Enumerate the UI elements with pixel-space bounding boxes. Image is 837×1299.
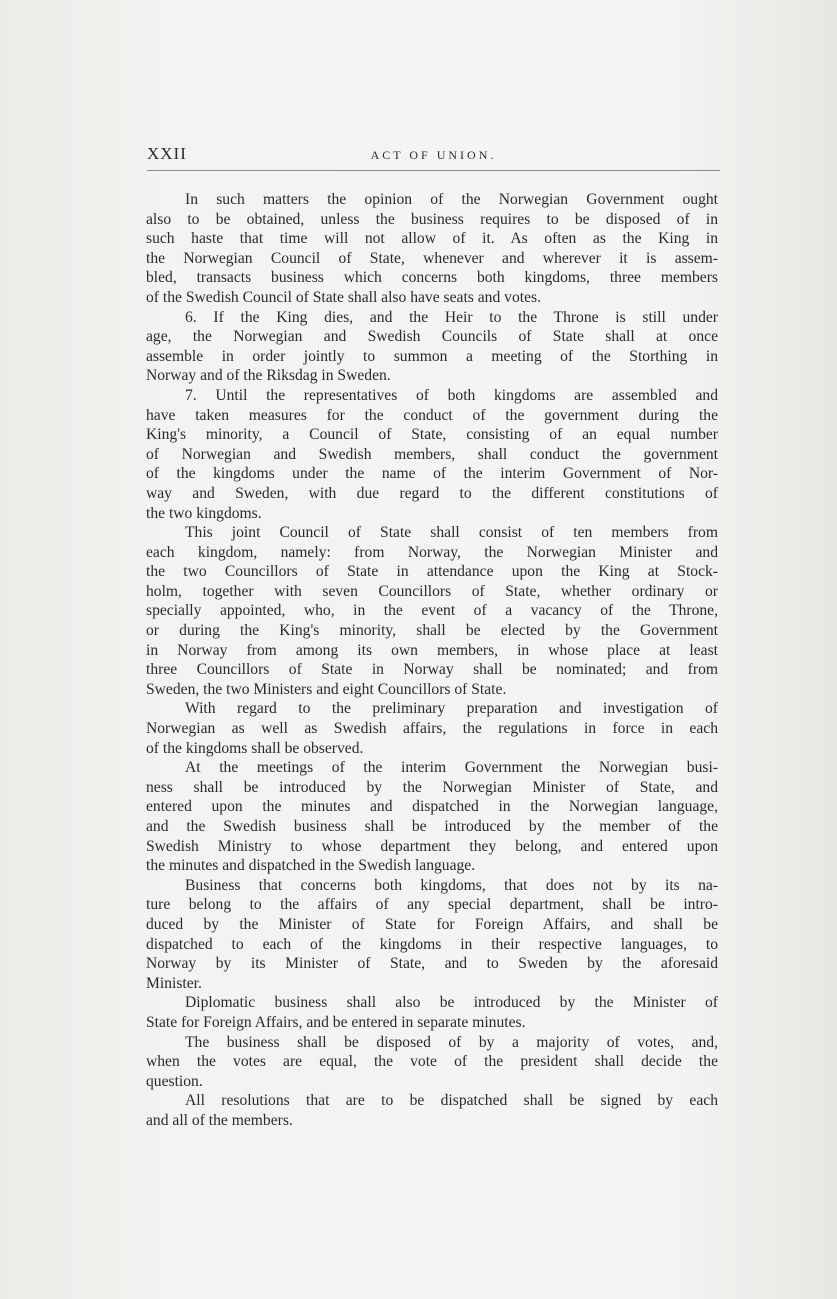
text-line: 7. Until the representatives of both kingdoms are assembled and xyxy=(185,386,718,404)
text-line: Minister. xyxy=(146,974,202,992)
text-line: and all of the members. xyxy=(146,1111,293,1129)
page-header xyxy=(147,144,720,171)
text-line: of the Swedish Council of State shall also have seats and votes. xyxy=(146,288,541,306)
text-line: each kingdom, namely: from Norway, the Norwegian Minister and xyxy=(146,543,718,561)
text-line: Swedish Ministry to whose department they belong, and entered upon xyxy=(146,837,718,855)
text-line: have taken measures for the conduct of the government during the xyxy=(146,406,718,424)
text-line: duced by the Minister of State for Foreign Affairs, and shall be xyxy=(146,915,718,933)
text-line: State for Foreign Affairs, and be entered in separate minutes. xyxy=(146,1013,526,1031)
text-line: of Norwegian and Swedish members, shall conduct the government xyxy=(146,445,718,463)
text-line: or during the King's minority, shall be elected by the Government xyxy=(146,622,718,640)
text-line: At the meetings of the interim Government the Norwegian busi- xyxy=(185,759,718,777)
text-line: the two kingdoms. xyxy=(146,504,262,522)
text-line: 6. If the King dies, and the Heir to the Throne is still under xyxy=(185,308,718,326)
text-line: bled, transacts business which concerns both kingdoms, three members xyxy=(146,269,718,287)
text-line: entered upon the minutes and dispatched in the Norwegian language, xyxy=(146,798,718,816)
text-line: age, the Norwegian and Swedish Councils of State shall at once xyxy=(146,328,718,346)
text-line: holm, together with seven Councillors of State, whether ordinary or xyxy=(146,582,718,600)
text-line: ture belong to the affairs of any special department, shall be intro- xyxy=(146,896,718,914)
text-line: ness shall be introduced by the Norwegian Minister of State, and xyxy=(146,778,718,796)
text-line: such haste that time will not allow of it. As often as the King in xyxy=(146,230,718,248)
text-line: dispatched to each of the kingdoms in their respective languages, to xyxy=(146,935,718,953)
body-text xyxy=(146,190,718,1131)
text-line: Sweden, the two Ministers and eight Councillors of State. xyxy=(146,680,507,698)
text-line: The business shall be disposed of by a majority of votes, and, xyxy=(185,1033,718,1051)
text-line: of the kingdoms under the name of the interim Government of Nor- xyxy=(146,465,718,483)
text-line: three Councillors of State in Norway shall be nominated; and from xyxy=(146,661,718,679)
text-line: of the kingdoms shall be observed. xyxy=(146,739,364,757)
text-line: when the votes are equal, the vote of the president shall decide the xyxy=(146,1053,718,1071)
text-line: Business that concerns both kingdoms, that does not by its na- xyxy=(185,876,718,894)
text-line: the two Councillors of State in attendance upon the King at Stock- xyxy=(146,563,718,581)
text-line: specially appointed, who, in the event of a vacancy of the Throne, xyxy=(146,602,718,620)
text-line: in Norway from among its own members, in whose place at least xyxy=(146,641,718,659)
text-line: With regard to the preliminary preparation and investigation of xyxy=(185,700,718,718)
text-line: Diplomatic business shall also be introduced by the Minister of xyxy=(185,994,718,1012)
text-line: the Norwegian Council of State, whenever and wherever it is assem- xyxy=(146,249,718,267)
text-line: King's minority, a Council of State, consisting of an equal number xyxy=(146,426,718,444)
text-line: In such matters the opinion of the Norwegian Government ought xyxy=(185,191,718,208)
text-line: All resolutions that are to be dispatched shall be signed by each xyxy=(185,1092,718,1110)
text-line: way and Sweden, with due regard to the different constitutions of xyxy=(146,484,718,502)
page-number: XXII xyxy=(147,144,187,163)
text-line: and the Swedish business shall be introduced by the member of the xyxy=(146,818,718,835)
text-line: Norway and of the Riksdag in Sweden. xyxy=(146,367,391,385)
text-line: This joint Council of State shall consist of ten members from xyxy=(185,524,718,542)
text-line: the minutes and dispatched in the Swedish language. xyxy=(146,857,476,875)
text-line: Norwegian as well as Swedish affairs, the regulations in force in each xyxy=(146,720,718,738)
text-line: also to be obtained, unless the business requires to be disposed of in xyxy=(146,210,718,228)
text-line: Norway by its Minister of State, and to Sweden by the aforesaid xyxy=(146,955,718,973)
text-line: assemble in order jointly to summon a meeting of the Storthing in xyxy=(146,347,718,365)
running-title: ACT OF UNION. xyxy=(370,148,497,162)
text-line: question. xyxy=(146,1072,203,1090)
